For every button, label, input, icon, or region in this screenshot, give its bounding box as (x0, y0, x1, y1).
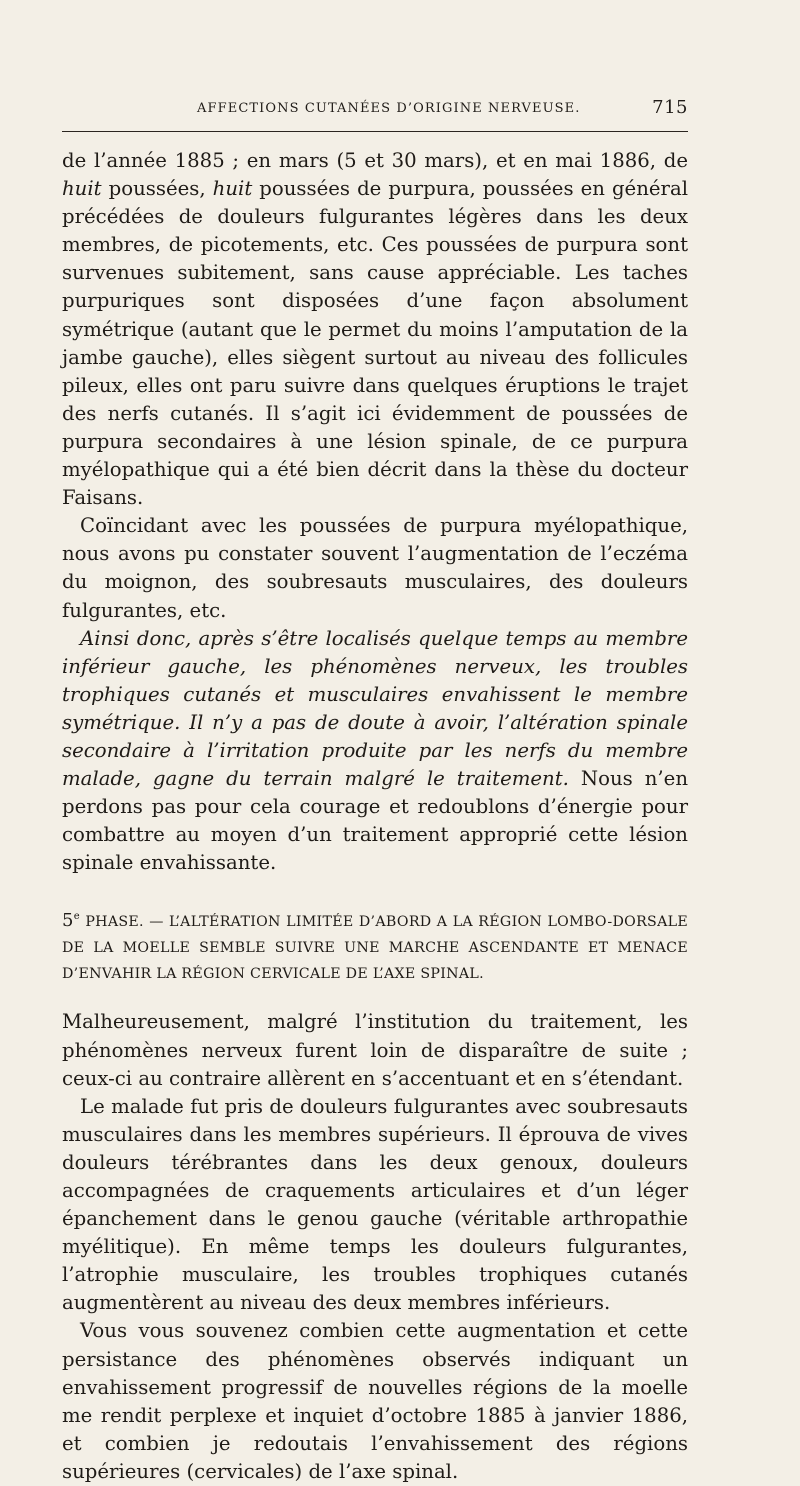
body-text (62, 147, 688, 1486)
paragraph-3-italic: Ainsi donc, après s’être localisés quelque temps au membre inférieur gauche, les phénomènes nerveux, les troubles trophiques cutanés et musculaires envahissent le membre symétrique. Il n’y a pas de doute à avoir, l’altération spinale secondaire à l’irritation produite par les nerfs du membre malade, gagne du terrain malgré le traitement. (62, 626, 688, 791)
paragraph-4: Malheureusement, malgré l’institution du traitement, les phénomènes nerveux furent loin de disparaître de suite ; ceux-ci au contraire allèrent en s’accentuant et en s’étendant. (62, 1010, 688, 1090)
section-number-digit: 5 (62, 910, 74, 932)
running-head (62, 97, 688, 123)
paragraph-1-italic-huit-2: huit (212, 177, 253, 201)
paragraph-1-text-c: poussées, (101, 177, 213, 201)
section-number-sup: e (73, 911, 80, 923)
header-rule (62, 131, 688, 132)
section-number (62, 910, 80, 931)
section-heading (62, 904, 688, 987)
paragraph-1-text-a: de l’année 1885 ; en mars (5 et 30 mars), et en mai 1886, de (62, 149, 688, 172)
running-head-title: AFFECTIONS CUTANÉES D’ORIGINE NERVEUSE. (197, 101, 581, 116)
section-heading-text: ’ALTÉRATION LIMITÉE D’ABORD A LA RÉGION LOMBO-DORSALE DE LA MOELLE SEMBLE SUIVRE UNE MARCHE ASCENDANTE ET MENACE D’ENVAHIR LA RÉGION CERVICALE DE L’AXE SPINAL. (62, 914, 688, 983)
paragraph-1 (62, 147, 688, 512)
paragraph-6: Vous vous souvenez combien cette augmentation et cette persistance des phénomènes observés indiquant un envahissement progressif de nouvelles régions de la moelle me rendit perplexe et inquiet d’octobre 1885 à janvier 1886, et combien je redoutais l’envahissement des régions supérieures (cervicales) de l’axe spinal. (62, 1319, 688, 1483)
paragraph-1-text-e: poussées de purpura, poussées en général précédées de douleurs fulgurantes légères dans les deux membres, de picotements, etc. Ces poussées de purpura sont survenues subitement, sans cause appréciable. Les taches purpuriques sont disposées d’une façon absolument symétrique (autant que le permet du moins l’amputation de la jambe gauche), elles siègent surtout au niveau des follicules pileux, elles ont paru suivre dans quelques éruptions le trajet des nerfs cutanés. Il s’agit ici évidemment de poussées de purpura secondaires à une lésion spinale, de ce purpura myélopathique qui a été bien décrit dans la thèse du docteur Faisans. (62, 177, 688, 510)
paragraph-5: Le malade fut pris de douleurs fulgurantes avec soubresauts musculaires dans les membres supérieurs. Il éprouva de vives douleurs térébrantes dans les deux genoux, douleurs accompagnées de craquements articulaires et d’un léger épanchement dans le genou gauche (véritable arthropathie myélitique). En même temps les douleurs fulgurantes, l’atrophie musculaire, les troubles trophiques cutanés augmentèrent au niveau des deux membres inférieurs. (62, 1094, 688, 1315)
page-number: 715 (652, 97, 688, 118)
paragraph-1-italic-huit-1: huit (62, 177, 102, 201)
paragraph-3 (62, 625, 688, 878)
paragraph-2: Coïncidant avec les poussées de purpura myélopathique, nous avons pu constater souvent l’augmentation de l’eczéma du moignon, des soubresauts musculaires, des douleurs fulgurantes, etc. (62, 514, 688, 622)
section-phase-label: PHASE. — L (79, 914, 176, 931)
paragraph-3-roman: Nous n’en perdons pas pour cela courage et redoublons d’énergie pour combattre au moyen d’un traitement approprié cette lésion spinale envahissante. (62, 767, 688, 875)
